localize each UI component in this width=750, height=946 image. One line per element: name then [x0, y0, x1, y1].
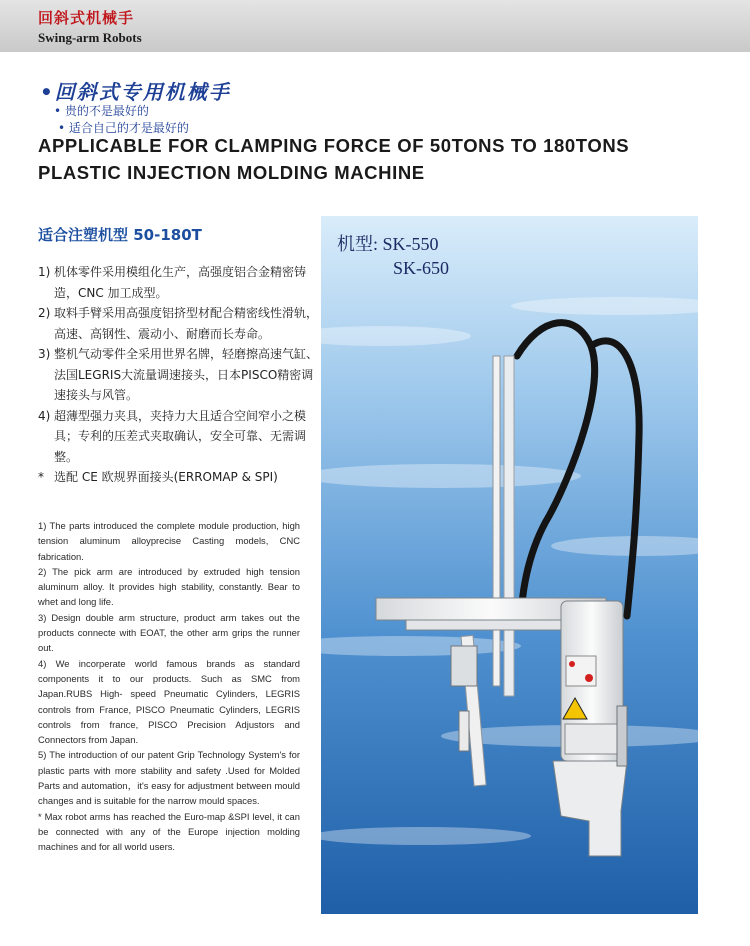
en-feature-item: 2) The pick arm are introduced by extruded high tension aluminum alloy. It provides high stability, constantly. Bear to whet and long life.	[38, 565, 300, 608]
model-heading: 适合注塑机型 50-180T	[38, 226, 202, 244]
cn-feature-text: 超薄型强力夹具，夹持力大且适合空间窄小之模具；专利的压差式夹取确认，安全可靠、无需调整。	[54, 408, 307, 464]
cn-feature-text: 整机气动零件全采用世界名牌，轻磨擦高速气缸、法国LEGRIS大流量调速接头，日本PISCO精密调速接头与风管。	[54, 347, 319, 402]
header-band	[0, 0, 750, 52]
vertical-arm-rail	[504, 356, 514, 696]
emergency-button	[585, 674, 593, 682]
cn-feature-list	[38, 262, 318, 488]
cn-feature-num: 1)	[38, 265, 51, 279]
robot-illustration	[321, 216, 698, 914]
gripper-tip	[459, 711, 469, 751]
cn-feature-text: 机体零件采用模组化生产，高强度铝合金精密铸造，CNC 加工成型。	[54, 265, 307, 300]
header-title-en: Swing-arm Robots	[38, 30, 142, 45]
robot-photo	[321, 216, 698, 914]
en-feature-item: 4) We incorperate world famous brands as standard components it to our products. Such as SMC from Japan.RUBS High- speed Pneumatic Cylinders, LEGRIS controls from France, PISCO Pneumatic Cylinders, LEGRIS controls from france, PISCO Precision Adjustors and Connectors from Japan.	[38, 657, 300, 746]
slogan-sub-item: • 适合自己的才是最好的	[58, 121, 189, 135]
cn-feature-num: 3)	[38, 347, 51, 361]
cn-feature-item	[38, 467, 318, 488]
slogan-title	[40, 76, 231, 105]
model-label-1: 机型: SK-550	[337, 234, 439, 254]
cn-feature-num: *	[38, 470, 44, 484]
en-feature-item: 1) The parts introduced the complete module production, high tension aluminum alloyprecise Casting models, CNC fabrication.	[38, 520, 300, 562]
en-feature-item: * Max robot arms has reached the Euro-map &SPI level, it can be connected with any of the Europe injection molding machines and for all world users.	[38, 810, 300, 853]
vertical-arm-pole	[493, 356, 500, 686]
en-feature-item: 3) Design double arm structure, product arm takes out the products connecte with EOAT, the other arm grips the runner out.	[38, 611, 300, 654]
banner-line-1: APPLICABLE FOR CLAMPING FORCE OF 50TONS TO 180TONS	[38, 135, 630, 156]
horizontal-beam-lower	[406, 620, 576, 630]
cn-feature-num: 2)	[38, 306, 51, 320]
cn-feature-item	[38, 406, 318, 468]
gripper	[451, 646, 477, 686]
slogan-bullet: •	[40, 80, 55, 104]
en-feature-item: 5) The introduction of our patent Grip Technology System's for plastic parts with more stability and safety .Used for Molded Parts and automation，it's easy for adjustment between mould changes and is suitable for the narrow mould spaces.	[38, 749, 300, 807]
banner-line-2: PLASTIC INJECTION MOLDING MACHINE	[38, 162, 425, 183]
slogan-sub-item: • 贵的不是最好的	[54, 104, 149, 118]
power-switch	[569, 661, 575, 667]
control-box	[566, 656, 596, 686]
model-label	[337, 232, 449, 280]
cn-feature-num: 4)	[38, 408, 51, 423]
model-label-2: SK-650	[393, 258, 450, 278]
en-feature-list	[38, 518, 300, 855]
cn-feature-text: 取料手臂采用高强度铝挤型材配合精密线性滑轨，高速、高钢性、震动小、耐磨而长寿命。	[54, 306, 319, 341]
cn-feature-text: 选配 CE 欧规界面接头(ERROMAP & SPI)	[54, 470, 278, 484]
cn-feature-item	[38, 262, 318, 303]
side-cylinder	[617, 706, 627, 766]
cn-feature-item	[38, 344, 318, 406]
slogan-title-text: 回斜式专用机械手	[54, 80, 231, 104]
body-plate	[565, 724, 619, 754]
header-title-cn: 回斜式机械手	[38, 9, 135, 27]
cn-feature-item	[38, 303, 318, 344]
